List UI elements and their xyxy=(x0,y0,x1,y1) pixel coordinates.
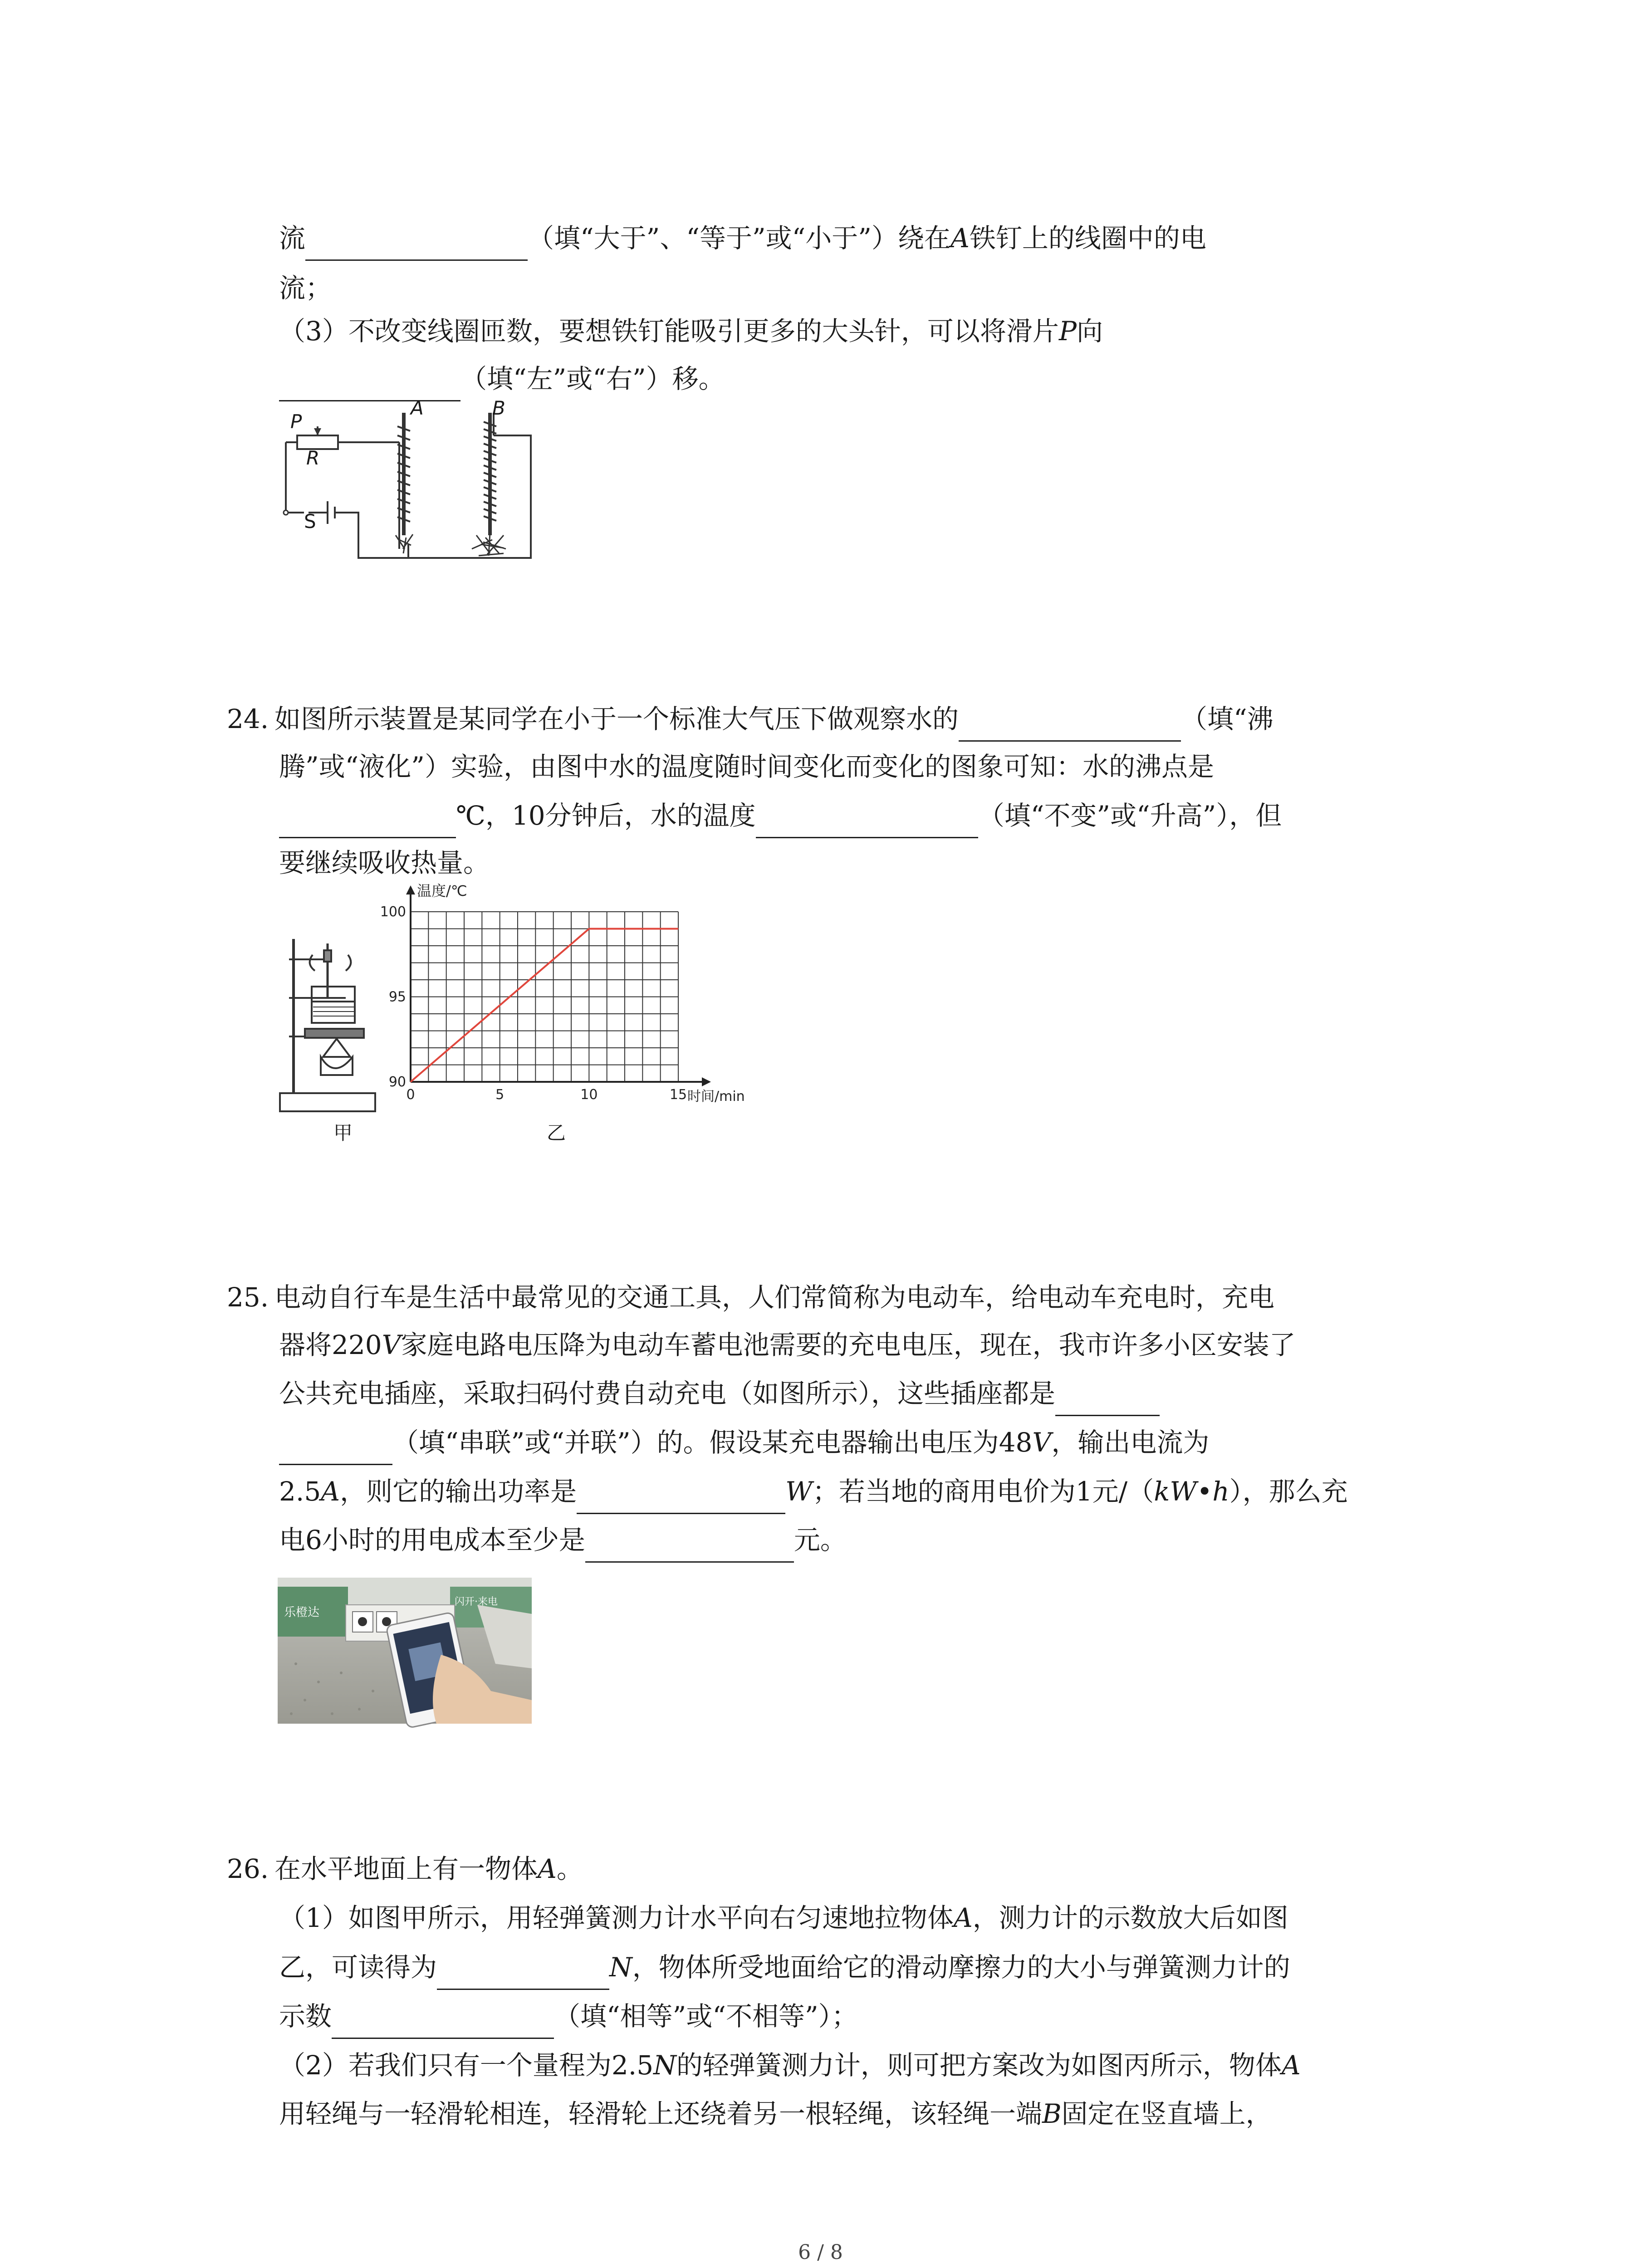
q23-text: 铁钉上的线圈中的电 xyxy=(969,223,1206,254)
q26-var: A xyxy=(953,1902,973,1933)
q26-line-4 xyxy=(279,1994,858,2039)
q25-text: 器将220 xyxy=(279,1330,382,1360)
q25-text: ），那么充 xyxy=(1229,1476,1348,1507)
x-axis-arrow-icon xyxy=(702,1077,711,1086)
q25-var: A xyxy=(321,1476,340,1507)
q26-var: B xyxy=(1042,2098,1062,2129)
answer-blank[interactable] xyxy=(332,2006,554,2039)
q25-line-2 xyxy=(279,1322,1296,1368)
q26-text: （2）若我们只有一个量程为2.5 xyxy=(279,2050,654,2081)
q26-text: 在水平地面上有一物体 xyxy=(274,1853,538,1884)
x-tick-label: 0 xyxy=(406,1087,415,1103)
chart-axes xyxy=(406,885,711,1086)
label-r: R xyxy=(306,447,320,469)
answer-blank[interactable] xyxy=(585,1530,794,1563)
q26-text: ，测力计的示数放大后如图 xyxy=(972,1902,1288,1933)
charging-socket-photo xyxy=(278,1578,532,1724)
answer-blank[interactable] xyxy=(305,228,528,261)
q24-text: ℃，10分钟后，水的温度 xyxy=(456,800,756,831)
q24-text: （填“沸 xyxy=(1181,704,1274,734)
q25-line-3 xyxy=(279,1371,1160,1416)
answer-blank[interactable] xyxy=(279,368,460,401)
x-axis-label: 时间/min xyxy=(687,1089,745,1105)
figure-caption-yi: 乙 xyxy=(547,1122,566,1144)
q25-text: 电6小时的用电成本至少是 xyxy=(279,1525,585,1555)
q23-text: （3）不改变线圈匝数，要想铁钉能吸引更多的大头针，可以将滑片 xyxy=(279,316,1059,347)
answer-blank[interactable] xyxy=(756,805,978,838)
q26-var: N xyxy=(653,2050,676,2081)
q23-text: （填“左”或“右”）移。 xyxy=(460,363,725,394)
answer-blank[interactable] xyxy=(279,805,456,838)
figure-caption-jia: 甲 xyxy=(333,1122,353,1144)
chart-ticks xyxy=(380,904,687,1103)
q24-text: 如图所示装置是某同学在小于一个标准大气压下做观察水的 xyxy=(274,704,959,734)
q25-var: kW•h xyxy=(1154,1476,1230,1507)
q25-line-6 xyxy=(279,1517,847,1563)
label-b: B xyxy=(492,397,505,419)
answer-blank[interactable] xyxy=(437,1957,609,1990)
label-a: A xyxy=(411,397,424,419)
answer-blank[interactable] xyxy=(279,1432,392,1465)
chart-grid xyxy=(411,912,678,1082)
question-number: 25. xyxy=(227,1282,269,1313)
q26-text: 乙，可读得为 xyxy=(279,1952,437,1983)
y-axis-label: 温度/℃ xyxy=(417,882,467,899)
q25-text: ；若当地的商用电价为1元/（ xyxy=(812,1476,1154,1507)
q23-line-2: 流； xyxy=(279,273,332,303)
q26-text: 示数 xyxy=(279,2001,332,2032)
q26-line-3 xyxy=(279,1945,1290,1990)
q25-line-5 xyxy=(279,1469,1348,1514)
q26-text: 的轻弹簧测力计，则可把方案改为如图丙所示，物体 xyxy=(676,2050,1282,2081)
answer-blank[interactable] xyxy=(1055,1383,1160,1416)
y-axis-arrow-icon xyxy=(406,885,415,894)
q25-var: V xyxy=(1032,1427,1052,1458)
question-number: 24. xyxy=(227,704,269,734)
pins-b xyxy=(472,533,506,556)
q23-line-1 xyxy=(279,215,1206,261)
chart-series xyxy=(411,929,678,1082)
q26-text: ，物体所受地面给它的滑动摩擦力的大小与弹簧测力计的 xyxy=(632,1952,1290,1983)
q25-var: W xyxy=(785,1476,813,1507)
q26-line-2 xyxy=(279,1895,1288,1941)
q23-text: 向 xyxy=(1076,316,1103,347)
q25-text: 公共充电插座，采取扫码付费自动充电（如图所示），这些插座都是 xyxy=(279,1378,1056,1409)
boiling-apparatus-figure xyxy=(278,925,396,1116)
q25-text: 元。 xyxy=(794,1525,847,1555)
x-tick-label: 10 xyxy=(580,1087,598,1103)
q26-line-5 xyxy=(279,2043,1301,2088)
q25-line-4 xyxy=(279,1420,1209,1465)
q26-text: 固定在竖直墙上， xyxy=(1061,2098,1272,2129)
answer-blank[interactable] xyxy=(577,1481,785,1514)
q26-text: （填“相等”或“不相等”）； xyxy=(554,2001,858,2032)
q26-var: A xyxy=(1281,2050,1301,2081)
q26-var: A xyxy=(538,1853,557,1884)
q24-line-1 xyxy=(227,696,1274,742)
q23-line-4 xyxy=(279,356,725,401)
answer-blank[interactable] xyxy=(959,709,1181,742)
q25-line-1 xyxy=(227,1275,1275,1320)
temperature-curve xyxy=(411,929,678,1082)
label-p: P xyxy=(290,411,302,433)
temperature-time-chart xyxy=(380,882,771,1123)
q25-text: （填“串联”或“并联”）的。假设某充电器输出电压为48 xyxy=(392,1427,1033,1458)
y-tick-label: 90 xyxy=(388,1074,406,1090)
q26-var: N xyxy=(609,1952,632,1983)
q24-line-2: 腾”或“液化”）实验，由图中水的温度随时间变化而变化的图象可知：水的沸点是 xyxy=(279,751,1214,782)
slider-arrow-icon xyxy=(314,428,321,435)
q24-line-3 xyxy=(279,793,1282,838)
pins-a xyxy=(396,534,413,553)
q26-line-1 xyxy=(227,1846,583,1892)
label-s: S xyxy=(304,510,316,533)
q23-text: （填“大于”、“等于”或“小于”）绕在 xyxy=(528,223,950,254)
q25-text: 电动自行车是生活中最常见的交通工具，人们常简称为电动车，给电动车充电时，充电 xyxy=(274,1282,1275,1313)
q23-var: P xyxy=(1058,316,1077,347)
x-tick-label: 5 xyxy=(495,1087,505,1103)
y-tick-label: 100 xyxy=(380,904,406,920)
q25-var: V xyxy=(382,1330,401,1360)
question-number: 26. xyxy=(227,1853,269,1884)
photo-sign-text: 乐橙达 xyxy=(284,1606,320,1619)
x-tick-label: 15 xyxy=(669,1087,687,1103)
electromagnet-circuit-figure xyxy=(277,399,558,567)
q25-text: 家庭电路电压降为电动车蓄电池需要的充电电压，现在，我市许多小区安装了 xyxy=(401,1330,1296,1360)
photo-sign-text: 闪开·来电 xyxy=(455,1596,498,1608)
q25-text: 2.5 xyxy=(279,1476,321,1507)
q23-line-3 xyxy=(279,308,1103,354)
q25-text: ，输出电流为 xyxy=(1051,1427,1210,1458)
q26-text: 。 xyxy=(556,1853,583,1884)
q24-line-4: 要继续吸收热量。 xyxy=(279,847,490,878)
q25-text: ，则它的输出功率是 xyxy=(340,1476,577,1507)
y-tick-label: 95 xyxy=(388,989,406,1005)
q23-var: A xyxy=(950,223,970,254)
q24-text: （填“不变”或“升高”），但 xyxy=(978,800,1282,831)
q26-line-6 xyxy=(279,2091,1272,2136)
q26-text: （1）如图甲所示，用轻弹簧测力计水平向右匀速地拉物体 xyxy=(279,1902,954,1933)
q23-text: 流 xyxy=(279,223,306,254)
q26-text: 用轻绳与一轻滑轮相连，轻滑轮上还绕着另一根轻绳，该轻绳一端 xyxy=(279,2098,1043,2129)
page-number: 6 / 8 xyxy=(798,2241,843,2264)
